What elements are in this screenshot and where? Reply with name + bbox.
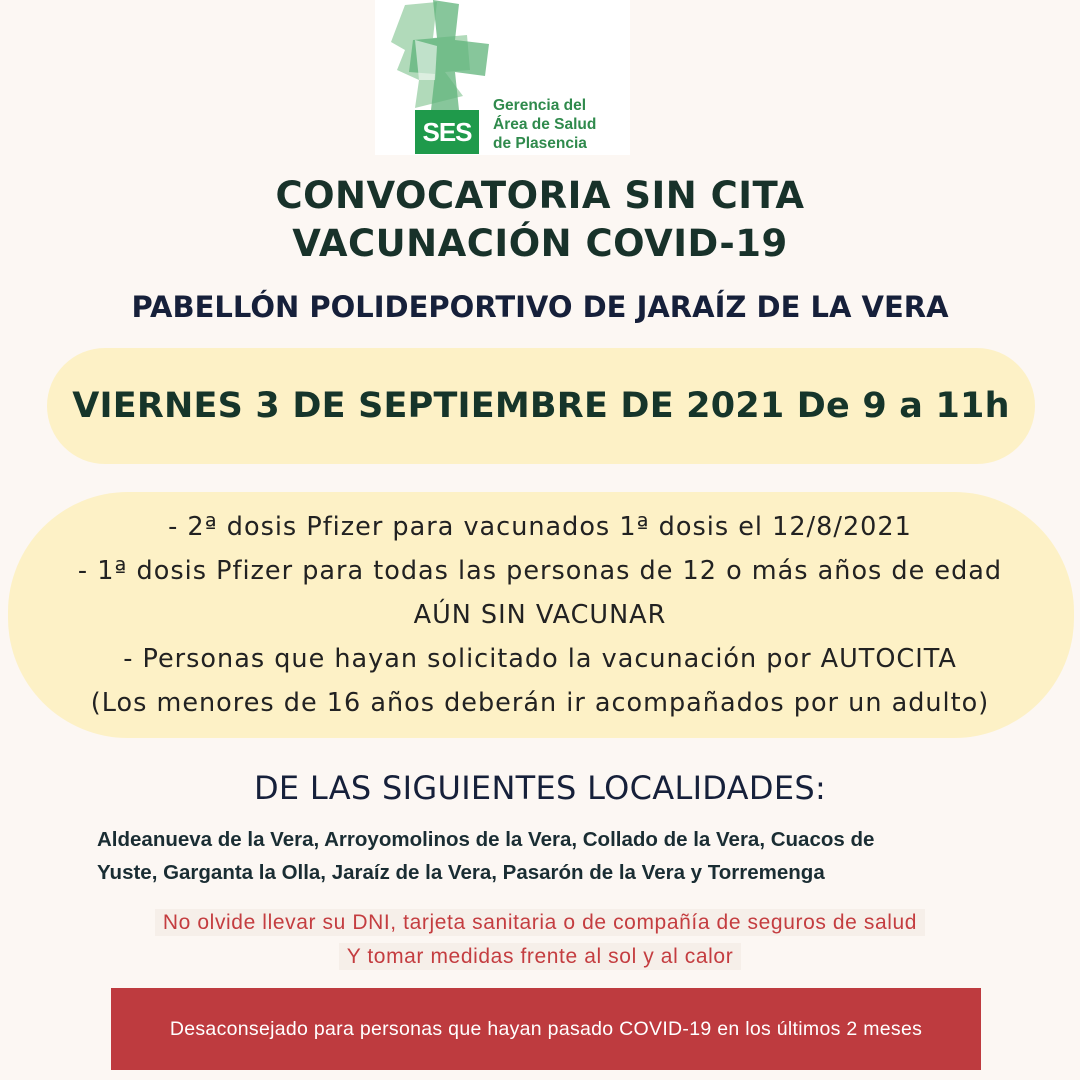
localities-line-1: Aldeanueva de la Vera, Arroyomolinos de la Vera, Collado de la Vera, Cuacos de [97, 828, 875, 851]
reminder-line-1: No olvide llevar su DNI, tarjeta sanitaria o de compañía de seguros de salud [155, 909, 925, 936]
info-line-1: - 2ª dosis Pfizer para vacunados 1ª dosis el 12/8/2021 [168, 512, 912, 542]
logo-line-1: Gerencia del [493, 97, 587, 114]
ses-badge: SES [415, 110, 479, 154]
localities-list [97, 823, 1047, 889]
logo-line-2: Área de Salud [493, 116, 597, 133]
logo-line-3: de Plasencia [493, 135, 587, 152]
info-lines [0, 505, 1080, 725]
ses-logo [375, 0, 630, 155]
date-text: VIERNES 3 DE SEPTIEMBRE DE 2021 De 9 a 11h [72, 386, 1010, 426]
info-line-5: (Los menores de 16 años deberán ir acompañados por un adulto) [90, 688, 990, 718]
info-line-3: AÚN SIN VACUNAR [413, 600, 667, 630]
reminder-line-2: Y tomar medidas frente al sol y al calor [339, 943, 742, 970]
localities-heading: DE LAS SIGUIENTES LOCALIDADES: [253, 769, 827, 807]
reminder-documents [0, 906, 1080, 940]
reminder-sun [0, 940, 1080, 974]
title-line-1: CONVOCATORIA SIN CITA [275, 174, 805, 217]
venue-heading: PABELLÓN POLIDEPORTIVO DE JARAÍZ DE LA VERA [131, 290, 949, 324]
info-line-2: - 1ª dosis Pfizer para todas las personas de 12 o más años de edad [77, 556, 1003, 586]
title-line-2: VACUNACIÓN COVID-19 [292, 222, 788, 265]
date-banner [47, 348, 1035, 464]
localities-line-2: Yuste, Garganta la Olla, Jaraíz de la Vera, Pasarón de la Vera y Torremenga [97, 861, 825, 884]
warning-banner: Desaconsejado para personas que hayan pasado COVID-19 en los últimos 2 meses [111, 988, 981, 1070]
info-line-4: - Personas que hayan solicitado la vacunación por AUTOCITA [123, 644, 957, 674]
logo-text [493, 96, 596, 153]
